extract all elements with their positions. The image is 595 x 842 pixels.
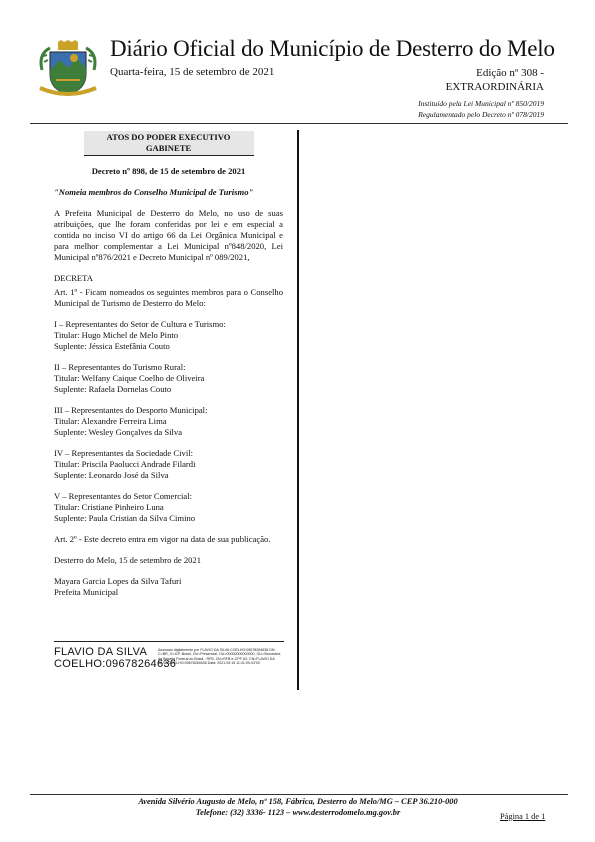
group-heading: V – Representantes do Setor Comercial: (54, 491, 193, 501)
signature-name-line2: COELHO:09678264636 (54, 658, 177, 670)
group-heading: III – Representantes do Desporto Municipal: (54, 405, 208, 415)
footer-contact: Telefone: (32) 3336- 1123 – www.desterrodomelo.mg.gov.br (195, 808, 401, 817)
group-suplente: Suplente: Jéssica Estefânia Couto (54, 341, 170, 351)
group-titular: Titular: Cristiane Pinheiro Luna (54, 502, 164, 512)
signer-name: Mayara Garcia Lopes da Silva Tafuri (54, 576, 182, 586)
place-date: Desterro do Melo, 15 de setembro de 2021 (54, 555, 202, 565)
article-2: Art. 2º - Este decreto entra em vigor na data de sua publicação. (54, 534, 271, 544)
group-suplente: Suplente: Wesley Gonçalves da Silva (54, 427, 183, 437)
member-group (54, 362, 283, 395)
municipal-crest-icon (36, 40, 100, 98)
edition-number: Edição nº 308 - (476, 67, 544, 79)
edition-info (420, 66, 544, 94)
group-titular: Titular: Welfany Caique Coelho de Oliveira (54, 373, 205, 383)
member-group (54, 448, 283, 481)
decree-preamble: A Prefeita Municipal de Desterro do Melo, no uso de suas atribuições, que lhe foram conferidas por lei e em especial a contida no inciso VI do artigo 66 da Lei Orgânica Municipal e para melhor complementar a Lei Municipal nº848/2020, Lei Municipal nº876/2021 e Decreto Municipal nº 089/2021, (54, 208, 283, 262)
group-heading: IV – Representantes da Sociedade Civil: (54, 448, 193, 458)
section-heading-line1: ATOS DO PODER EXECUTIVO (106, 132, 231, 142)
page-number: Página 1 de 1 (500, 812, 546, 821)
group-titular: Titular: Alexandre Ferreira Lima (54, 416, 167, 426)
group-heading: I – Representantes do Setor de Cultura e Turismo: (54, 319, 226, 329)
column-divider (297, 130, 299, 690)
section-heading (84, 131, 254, 156)
member-group (54, 319, 283, 352)
section-heading-line2: GABINETE (145, 143, 192, 153)
footer-divider (30, 794, 568, 795)
decree-title: Decreto nº 898, de 15 de setembro de 2021 (91, 166, 246, 176)
group-suplente: Suplente: Rafaela Dornelas Couto (54, 384, 172, 394)
law-references (330, 98, 544, 120)
law-regulated: Regulamentado pelo Decreto nº 078/2019 (418, 110, 544, 119)
group-titular: Titular: Priscila Paolucci Andrade Filardi (54, 459, 196, 469)
group-suplente: Suplente: Paula Cristian da Silva Cimino (54, 513, 196, 523)
signer-block (54, 576, 283, 598)
member-group (54, 491, 283, 524)
journal-title: Diário Oficial do Município de Desterro do Melo (110, 36, 555, 61)
publication-date: Quarta-feira, 15 de setembro de 2021 (110, 66, 275, 78)
article-1: Art. 1º - Ficam nomeados os seguintes membros para o Conselho Municipal de Turismo de Desterro do Melo: (54, 287, 283, 308)
signature-divider (54, 641, 284, 642)
decree-subject: "Nomeia membros do Conselho Municipal de Turismo" (54, 187, 254, 197)
edition-type: EXTRAORDINÁRIA (445, 81, 544, 93)
group-titular: Titular: Hugo Michel de Melo Pinto (54, 330, 179, 340)
group-heading: II – Representantes do Turismo Rural: (54, 362, 186, 372)
decree-column (54, 131, 283, 598)
header-divider (30, 123, 568, 124)
decreta-label: DECRETA (54, 273, 93, 283)
group-suplente: Suplente: Leonardo José da Silva (54, 470, 169, 480)
footer-address: Avenida Silvério Augusto de Melo, nº 158, Fábrica, Desterro do Melo/MG – CEP 36.210-000 (138, 797, 458, 806)
signature-name-line1: FLAVIO DA SILVA (54, 646, 148, 658)
signer-role: Prefeita Municipal (54, 587, 119, 597)
law-instituted: Instituído pela Lei Municipal nº 850/2019 (418, 99, 544, 108)
member-group (54, 405, 283, 438)
digital-signature-detail: Assinado digitalmente por FLAVIO DA SILVA COELHO:09678264636 DN: C=BR, O=ICP-Brasil, OU=Presencial, OU=00000000000000, OU=Secretaria da Receita Federal do Brasil - RFB, OU=RFB e-CPF A3, CN=FLAVIO DA SILVA COELHO:09678264636 Data: 2021.09.15 11:41:09-03'00' (158, 648, 281, 666)
